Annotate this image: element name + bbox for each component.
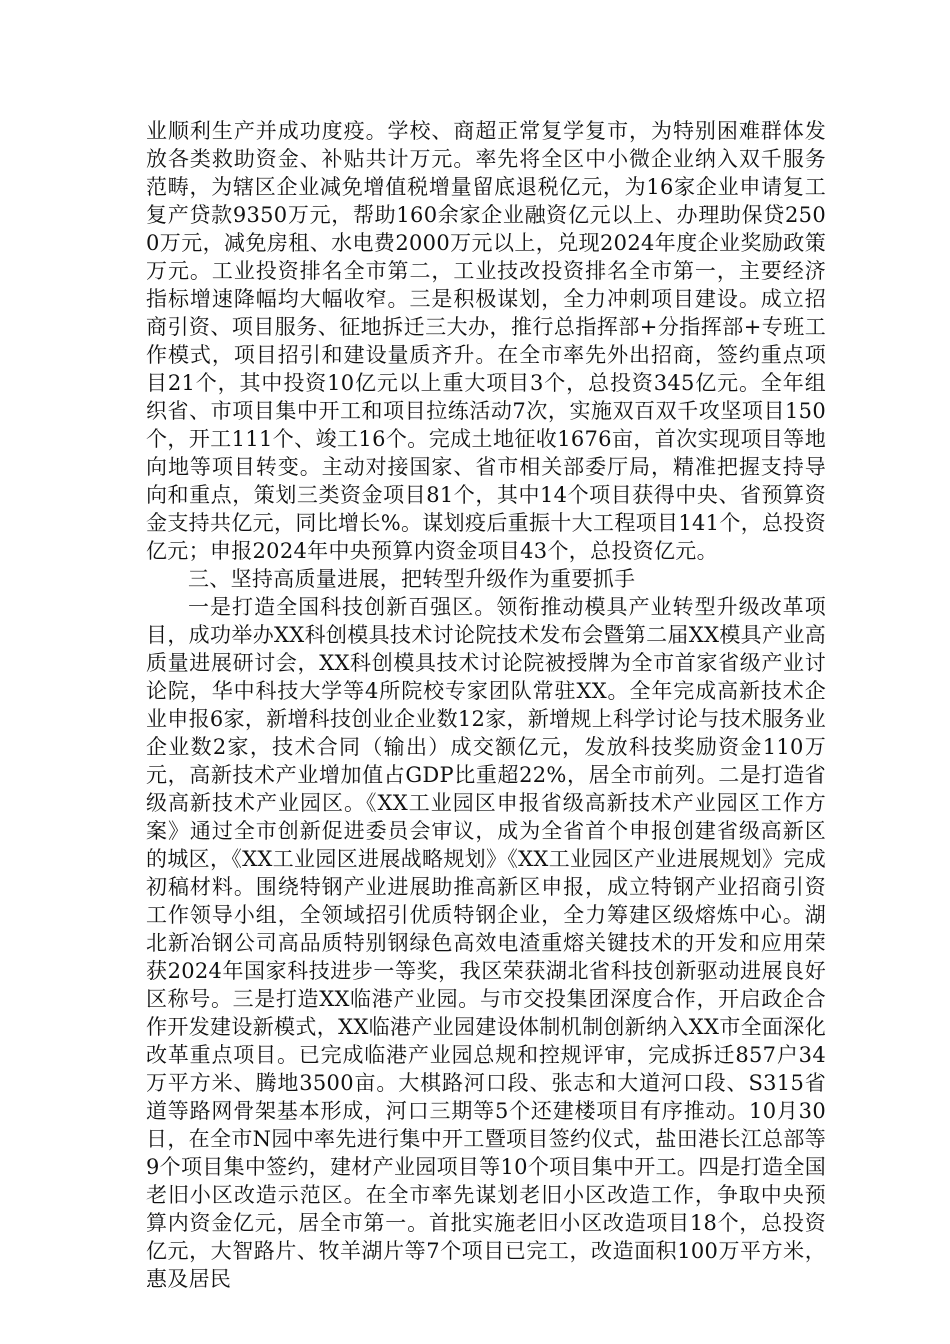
paragraph-continuation: 业顺利生产并成功度疫。学校、商超正常复学复市，为特别困难群体发放各类救助资金、补贴共计万元。率先将全区中小微企业纳入双千服务范畴，为辖区企业减免增值税增量留底退税亿元，为16家企业申请复工复产贷款9350万元，帮助160余家企业融资亿元以上、办理助保贷2500万元，减免房租、水电费2000万元以上，兑现2024年度企业奖励政策万元。工业投资排名全市第二，工业技改投资排名全市第一，主要经济指标增速降幅均大幅收窄。三是积极谋划，全力冲刺项目建设。成立招商引资、项目服务、征地拆迁三大办，推行总指挥部+分指挥部+专班工作模式，项目招引和建设量质齐升。在全市率先外出招商，签约重点项目21个，其中投资10亿元以上重大项目3个，总投资345亿元。全年组织省、市项目集中开工和项目拉练活动7次，实施双百双千攻坚项目150个，开工111个、竣工16个。完成土地征收1676亩，首次实现项目等地向地等项目转变。主动对接国家、省市相关部委厅局，精准把握支持导向和重点，策划三类资金项目81个，其中14个项目获得中央、省预算资金支持共亿元，同比增长%。谋划疫后重振十大工程项目141个，总投资亿元；申报2024年中央预算内资金项目43个，总投资亿元。 [146, 119, 826, 563]
paragraph-body: 一是打造全国科技创新百强区。领衔推动模具产业转型升级改革项目，成功举办XX科创模具技术讨论院技术发布会暨第二届XX模具产业高质量进展研讨会，XX科创模具技术讨论院被授牌为全市首家省级产业讨论院，华中科技大学等4所院校专家团队常驻XX。全年完成高新技术企业申报6家，新增科技创业企业数12家，新增规上科学讨论与技术服务业企业数2家，技术合同（输出）成交额亿元，发放科技奖励资金110万元，高新技术产业增加值占GDP比重超22%，居全市前列。二是打造省级高新技术产业园区。《XX工业园区申报省级高新技术产业园区工作方案》通过全市创新促进委员会审议，成为全省首个申报创建省级高新区的城区，《XX工业园区进展战略规划》《XX工业园区产业进展规划》完成初稿材料。围绕特钢产业进展助推高新区申报，成立特钢产业招商引资工作领导小组，全领域招引优质特钢企业，全力筹建区级熔炼中心。湖北新冶钢公司高品质特别钢绿色高效电渣重熔关键技术的开发和应用荣获2024年国家科技进步一等奖，我区荣获湖北省科技创新驱动进展良好区称号。三是打造XX临港产业园。与市交投集团深度合作，开启政企合作开发建设新模式，XX临港产业园建设体制机制创新纳入XX市全面深化改革重点项目。已完成临港产业园总规和控规评审，完成拆迁857户34万平方米、腾地3500亩。大棋路河口段、张志和大道河口段、S315省道等路网骨架基本形成，河口三期等5个还建楼项目有序推动。10月30日，在全市N园中率先进行集中开工暨项目签约仪式，盐田港长江总部等9个项目集中签约，建材产业园项目等10个项目集中开工。四是打造全国老旧小区改造示范区。在全市率先谋划老旧小区改造工作，争取中央预算内资金亿元，居全市第一。首批实施老旧小区改造项目18个，总投资亿元，大智路片、牧羊湖片等7个项目已完工，改造面积100万平方米，惠及居民 [146, 595, 826, 1291]
document-body [146, 117, 826, 1293]
section-heading: 三、坚持高质量进展，把转型升级作为重要抓手 [188, 567, 636, 591]
